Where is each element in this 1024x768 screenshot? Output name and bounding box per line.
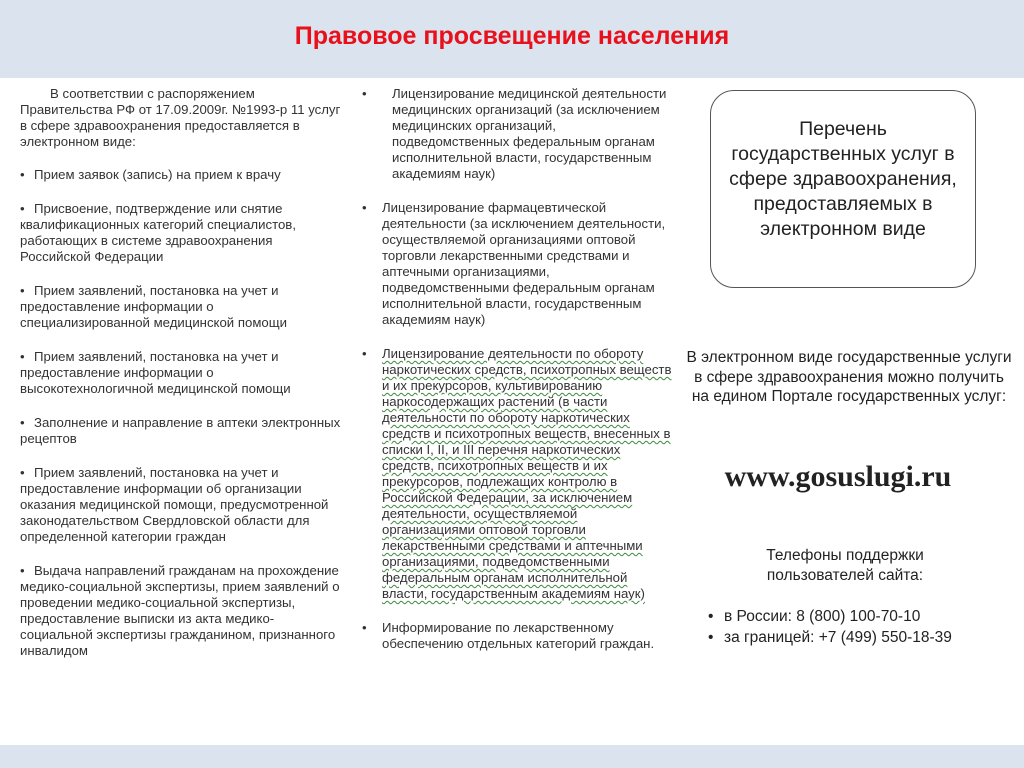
- list-item: • Лицензирование фармацевтической деятельности (за исключением деятельности, осуществляемой организациями оптовой торговли лекарственными средствами и аптечными организациями, подведомственными федеральным органам исполнительной власти, государственным академиям наук): [362, 200, 666, 327]
- list-item: • Прием заявлений, постановка на учет и предоставление информации о специализированной медицинской помощи: [20, 283, 287, 330]
- bullet-icon: •: [20, 349, 25, 364]
- phone-abroad: • за границей: +7 (499) 550-18-39: [708, 629, 952, 646]
- list-item: [362, 346, 672, 602]
- list-item: • Заполнение и направление в аптеки электронных рецептов: [20, 415, 341, 446]
- list-item: • Прием заявлений, постановка на учет и предоставление информации о высокотехнологичной медицинской помощи: [20, 349, 291, 396]
- services-list-right: [362, 86, 672, 670]
- bullet-icon: •: [20, 283, 25, 298]
- bullet-icon: •: [20, 563, 25, 578]
- list-item: • Лицензирование медицинской деятельности медицинских организаций (за исключением медицинских организаций, подведомственных федеральным органам исполнительной власти, государственным академиям наук): [362, 86, 667, 181]
- bullet-icon: •: [20, 167, 25, 182]
- callout-text: Перечень государственных услуг в сфере здравоохранения, предоставляемых в электронном виде: [729, 117, 957, 240]
- phone-russia: • в России: 8 (800) 100-70-10: [708, 608, 921, 625]
- portal-url[interactable]: www.gosuslugi.ru: [724, 460, 952, 493]
- page-title: Правовое просвещение населения: [294, 22, 730, 50]
- bullet-icon: •: [362, 200, 367, 215]
- bullet-icon: •: [20, 465, 25, 480]
- list-item: • Прием заявлений, постановка на учет и предоставление информации об организации оказания медицинской помощи, предусмотренной законодательством Свердловской области для определенной категории граждан: [20, 465, 329, 544]
- bullet-icon: •: [708, 629, 714, 646]
- bullet-icon: •: [20, 415, 25, 430]
- list-item: • Информирование по лекарственному обеспечению отдельных категорий граждан.: [362, 620, 655, 651]
- support-phones: [708, 606, 1008, 648]
- spellcheck-underlined-text: Лицензирование деятельности по обороту наркотических средств, психотропных веществ и их прекурсоров, культивированию наркосодержащих растений (в части деятельности по обороту наркотических средств и психотропных веществ, внесенных в списки I, II, и III перечня наркотических средств, психотропных веществ и их прекурсоров, подлежащих контролю в Российской Федерации, за исключением деятельности, осуществляемой организациями оптовой торговли лекарственными средствами и аптечными организациями, подведомственными федеральным органам исполнительной власти, государственным академиям наук): [382, 346, 672, 601]
- portal-info: В электронном виде государственные услуги в сфере здравоохранения можно получить на едином Портале государственных услуг:: [686, 349, 1012, 405]
- list-item: • Выдача направлений гражданам на прохождение медико-социальной экспертизы, прием заявлений о проведении медико-социальной экспертизы, предоставление выписки из акта медико-социальной экспертизы гражданином, признанного инвалидом: [20, 563, 340, 658]
- services-list-left: [20, 86, 342, 677]
- bullet-icon: •: [708, 608, 714, 625]
- bullet-icon: •: [362, 86, 367, 101]
- bullet-icon: •: [362, 620, 367, 635]
- intro-paragraph: В соответствии с распоряжением Правительства РФ от 17.09.2009г. №1993-р 11 услуг в сфере здравоохранения предоставляется в электронном виде:: [20, 86, 341, 149]
- list-item: • Присвоение, подтверждение или снятие квалификационных категорий специалистов, работающих в системе здравоохранения Российской Федерации: [20, 201, 296, 264]
- footer-band: [0, 745, 1024, 768]
- list-item: • Прием заявок (запись) на прием к врачу: [20, 167, 281, 182]
- support-title: Телефоны поддержки пользователей сайта:: [766, 547, 924, 584]
- bullet-icon: •: [20, 201, 25, 216]
- bullet-icon: •: [362, 346, 367, 361]
- header-band: [0, 0, 1024, 78]
- services-callout-box: [710, 90, 976, 288]
